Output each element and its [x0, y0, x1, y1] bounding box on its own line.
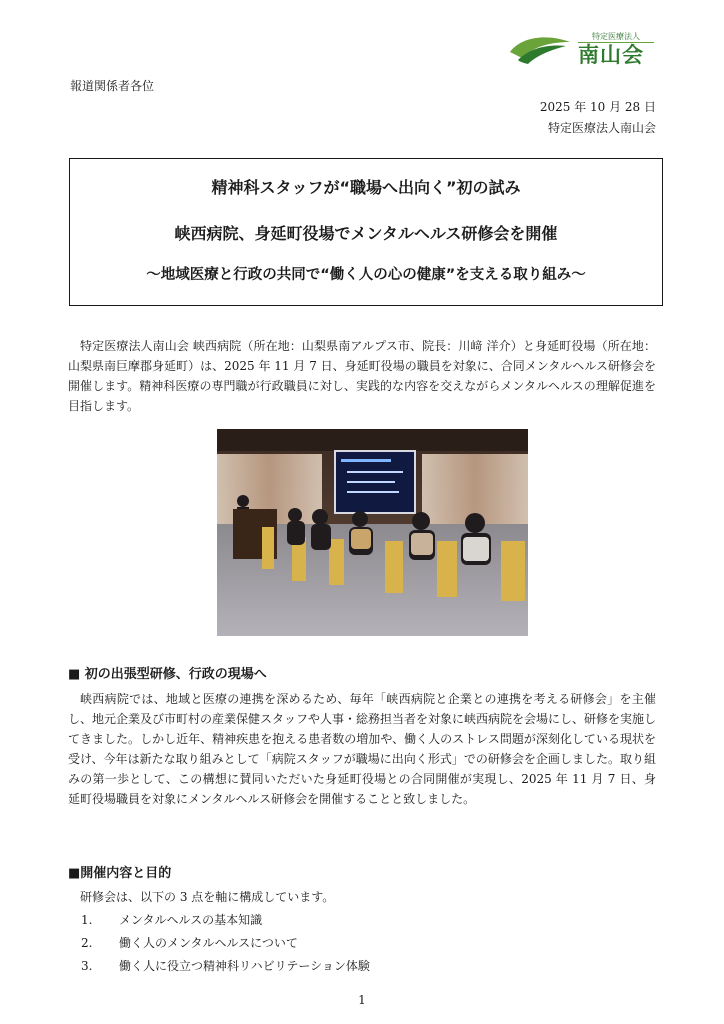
- intro-paragraph: 特定医療法人南山会 峡西病院（所在地：山梨県南アルプス市、院長：川﨑 洋介）と身延町役場（所在地：山梨県南巨摩郡身延町）は、2025 年 11 月 7 日、身延町役場の職員を対象に、合同メンタルヘルス研修会を開催します。精神科医療の専門職が行政職員に対し、実践的な内容を交えながらメンタルヘルスの理解促進を目指します。: [68, 339, 656, 413]
- list-item: [81, 911, 262, 929]
- leaf-logo-icon: [508, 34, 572, 66]
- list-item-number: 3.: [81, 959, 93, 973]
- release-date: 2025 年 10 月 28 日: [539, 100, 656, 114]
- logo-subtitle: 特定医療法人: [578, 32, 654, 43]
- section-1-body: 峡西病院では、地域と医療の連携を深めるため、毎年「峡西病院と企業との連携を考える研修会」を主催し、地元企業及び市町村の産業保健スタッフや人事・総務担当者を対象に峡西病院を会場にし、研修を実施してきました。しかし近年、精神疾患を抱える患者数の増加や、働く人のストレス問題が深刻化している現状を受け、今年は新たな取り組みとして「病院スタッフが職場に出向く形式」での研修会を企画しました。取り組みの第一歩として、この構想に賛同いただいた身延町役場との合同開催が実現し、2025 年 11 月 7 日、身延町役場職員を対象にメンタルヘルス研修会を開催することと致しました。: [68, 692, 657, 806]
- title-line-2: 峡西病院、身延町役場でメンタルヘルス研修会を開催: [174, 224, 558, 243]
- list-item-text: 働く人のメンタルヘルスについて: [119, 936, 298, 950]
- list-item: [81, 957, 370, 975]
- section-1-heading: ■ 初の出張型研修、行政の現場へ: [68, 667, 267, 682]
- list-item-number: 1.: [81, 913, 93, 927]
- page-number: 1: [358, 993, 366, 1007]
- title-box: [69, 158, 663, 306]
- title-subtitle: ～地域医療と行政の共同で“働く人の心の健康”を支える取り組み～: [146, 267, 586, 283]
- list-item-text: メンタルヘルスの基本知識: [119, 913, 263, 927]
- section-2-heading: ■開催内容と目的: [68, 866, 172, 881]
- list-item-text: 働く人に役立つ精神科リハビリテーション体験: [119, 959, 370, 973]
- addressee: 報道関係者各位: [70, 79, 155, 93]
- list-item: [81, 934, 298, 952]
- seminar-photo: [217, 429, 528, 636]
- list-item-number: 2.: [81, 936, 93, 950]
- title-line-1: 精神科スタッフが“職場へ出向く”初の試み: [211, 178, 521, 197]
- organization-logo: [508, 30, 658, 70]
- issuing-organization: 特定医療法人南山会: [547, 121, 656, 135]
- section-2-lead: 研修会は、以下の 3 点を軸に構成しています。: [80, 890, 335, 904]
- logo-name: 南山会: [578, 43, 644, 67]
